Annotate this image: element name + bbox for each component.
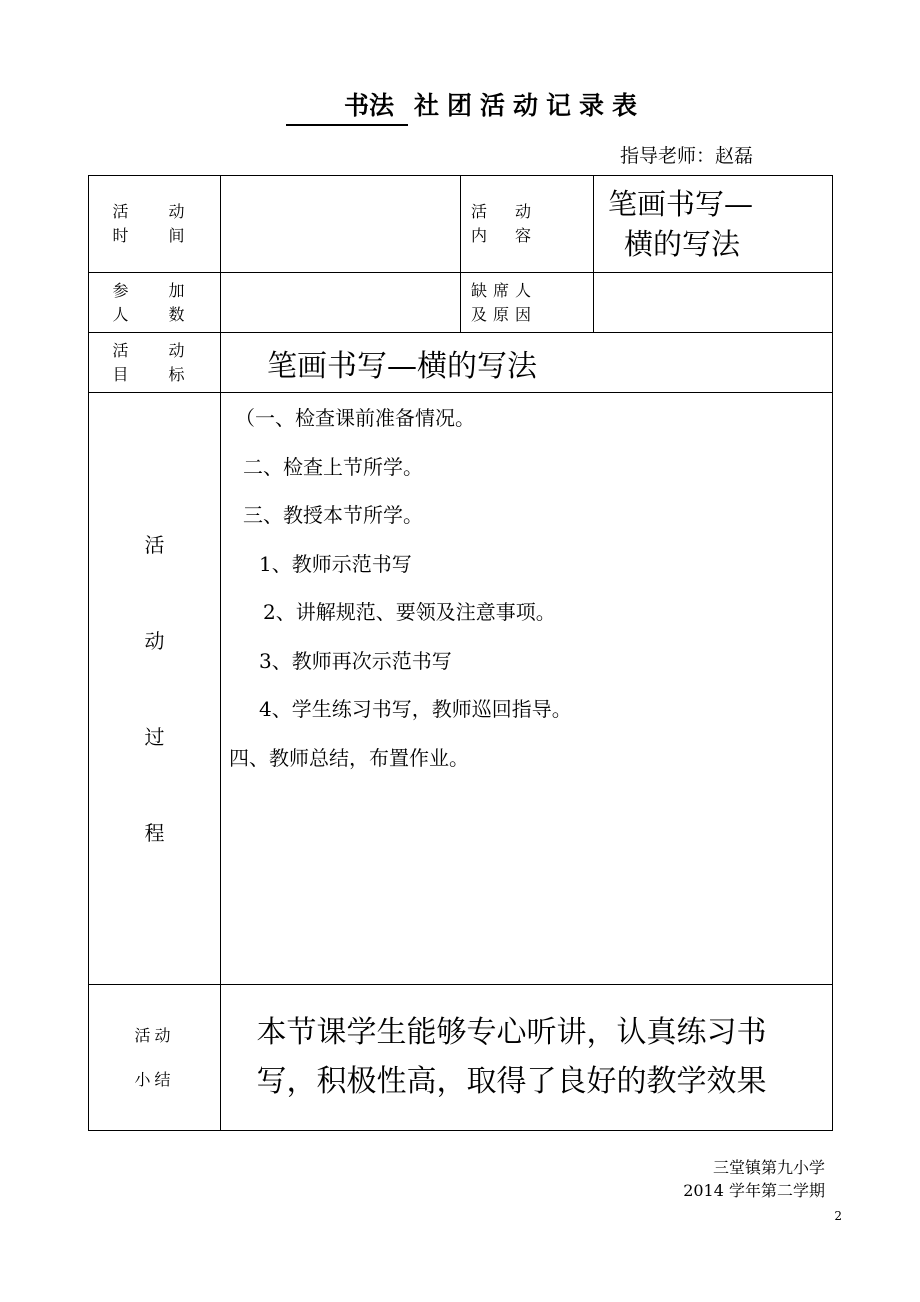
term-label: 2014 学年第二学期: [683, 1181, 825, 1200]
absent-label-line1: 缺席人: [471, 280, 538, 300]
attend-label-line2: 人 数: [112, 304, 197, 324]
summary-label-cell: [89, 985, 221, 1131]
time-label-cell: [89, 176, 221, 273]
document-title: [286, 86, 645, 126]
process-steps-cell: [221, 393, 833, 985]
process-step: 四、教师总结，布置作业。: [229, 745, 469, 770]
process-label-cell: [89, 393, 221, 985]
instructor-label: 指导老师：赵磊: [620, 145, 754, 167]
attend-value-cell: [221, 273, 461, 333]
absent-label-line2: 及原因: [471, 304, 538, 324]
goal-label-line2: 目 标: [112, 364, 197, 384]
time-label-line1: 活 动: [112, 202, 197, 221]
absent-value: [593, 273, 832, 332]
time-value-cell: [221, 176, 461, 273]
content-label-line1: 活 动: [471, 202, 538, 221]
table-row: [89, 393, 833, 985]
goal-label-cell: [89, 333, 221, 393]
title-rest: 社团活动记录表: [414, 91, 646, 120]
page-number: 2: [834, 1209, 842, 1223]
school-name: 三堂镇第九小学: [712, 1158, 825, 1177]
process-label-char: 动: [144, 628, 165, 653]
goal-label-line1: 活 动: [112, 340, 197, 360]
absent-cell-wrapper: [461, 273, 833, 333]
content-label: [461, 176, 593, 272]
content-cell-wrapper: [461, 176, 833, 273]
process-step: （一、检查课前准备情况。: [235, 406, 475, 430]
table-row: [89, 176, 833, 273]
process-step: 三、教授本节所学。: [243, 503, 423, 527]
process-label-char: 活: [144, 532, 165, 557]
content-value-line1: 笔画书写—: [608, 187, 754, 221]
table-row: [89, 985, 833, 1131]
attend-label-cell: [89, 273, 221, 333]
process-step: 2、讲解规范、要领及注意事项。: [263, 600, 556, 624]
summary-label-line1: 活动: [134, 1025, 175, 1045]
process-step: 二、检查上节所学。: [243, 454, 423, 479]
content-value: [593, 176, 832, 272]
time-label-line2: 时 间: [112, 226, 197, 245]
record-table: [88, 175, 833, 1131]
summary-label-line2: 小结: [134, 1069, 175, 1089]
club-name: 书法: [286, 86, 408, 126]
process-step: 4、学生练习书写，教师巡回指导。: [259, 697, 572, 721]
content-label-line2: 内 容: [471, 226, 538, 245]
table-row: [89, 273, 833, 333]
attend-label-line1: 参 加: [112, 280, 197, 300]
goal-value: 笔画书写—横的写法: [221, 333, 833, 393]
absent-label: [461, 273, 593, 332]
process-label-char: 程: [144, 820, 165, 845]
process-step: 1、教师示范书写: [259, 551, 412, 576]
process-step: 3、教师再次示范书写: [259, 648, 452, 673]
summary-value: 本节课学生能够专心听讲，认真练习书写，积极性高，取得了良好的教学效果: [221, 985, 833, 1131]
table-row: [89, 333, 833, 393]
process-label-char: 过: [144, 724, 165, 749]
content-value-line2: 横的写法: [624, 227, 741, 261]
footer: [683, 1156, 825, 1202]
